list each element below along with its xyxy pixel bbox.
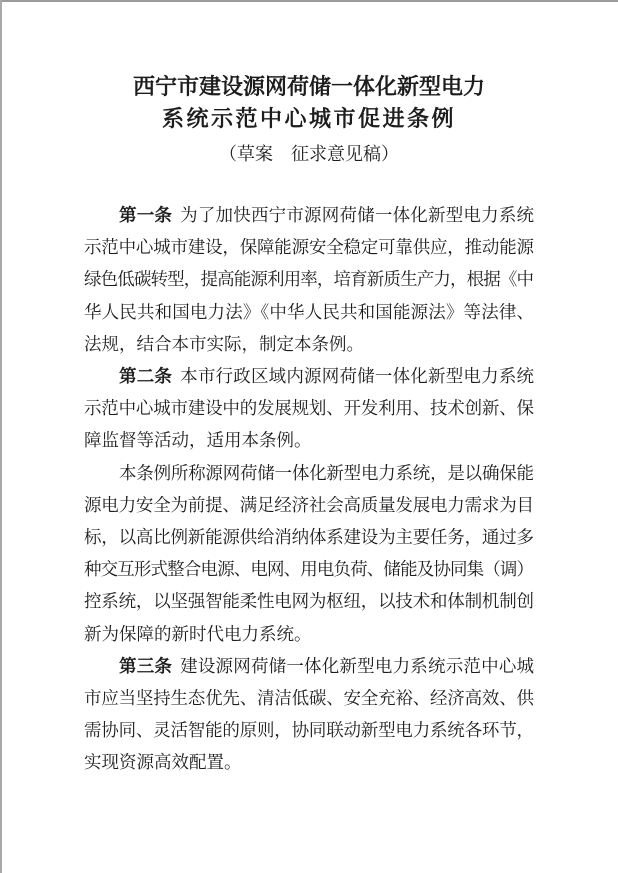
body-line-text: 建设源网荷储一体化新型电力系统示范中心城 xyxy=(180,655,535,676)
body-line xyxy=(84,199,534,231)
body-line-text: 控系统，以坚强智能柔性电网为枢纽，以技术和体制机制创 xyxy=(84,591,534,612)
body-line-text: 示范中心城市建设中的发展规划、开发利用、技术创新、保 xyxy=(84,398,534,419)
body-line-text: 实现资源高效配置。 xyxy=(84,752,242,773)
body-line xyxy=(84,746,534,778)
document-title-line-2: 系统示范中心城市促进条例 xyxy=(161,106,456,131)
body-line-content xyxy=(84,688,534,708)
body-line xyxy=(84,650,534,682)
body-line xyxy=(84,231,534,263)
scan-edge-top-line xyxy=(0,0,618,2)
body-line-content xyxy=(119,205,534,225)
body-line-content xyxy=(84,624,312,644)
body-line-content xyxy=(84,269,533,289)
body-line xyxy=(84,714,534,746)
body-line-text: 本市行政区域内源网荷储一体化新型电力系统 xyxy=(180,366,535,387)
document-title xyxy=(0,71,618,135)
body-line-text: 新为保障的新时代电力系统。 xyxy=(84,623,312,644)
body-line-text: 绿色低碳转型，提高能源利用率，培育新质生产力，根据《中 xyxy=(84,269,534,290)
body-line-text: 源电力安全为前提、满足经济社会高质量发展电力需求为目 xyxy=(84,494,534,515)
body-line xyxy=(84,682,534,714)
body-line-text: 本条例所称源网荷储一体化新型电力系统，是以确保能 xyxy=(119,462,534,483)
body-line xyxy=(84,296,534,328)
body-line xyxy=(84,553,534,585)
body-line xyxy=(84,328,534,360)
body-line xyxy=(84,360,534,392)
body-line-content xyxy=(84,302,534,322)
body-line-content xyxy=(84,559,533,579)
body-line-text: 标，以高比例新能源供给消纳体系建设为主要任务，通过多 xyxy=(84,527,534,548)
body-line-content xyxy=(119,463,534,483)
body-line xyxy=(84,618,534,650)
document-title-line-1: 西宁市建设源网荷储一体化新型电力 xyxy=(132,74,485,99)
body-line-text: 示范中心城市建设，保障能源安全稳定可靠供应，推动能源 xyxy=(84,237,534,258)
body-line-content xyxy=(84,398,534,418)
body-line xyxy=(84,489,534,521)
body-line-content xyxy=(119,656,534,676)
body-line-text: 种交互形式整合电源、电网、用电负荷、储能及协同集（调） xyxy=(84,559,534,580)
article-number: 第二条 xyxy=(119,366,173,387)
body-line-text: 需协同、灵活智能的原则，协同联动新型电力系统各环节， xyxy=(84,720,534,741)
body-line-content xyxy=(119,366,534,386)
body-line-content xyxy=(84,527,534,547)
body-line xyxy=(84,424,534,456)
body-line xyxy=(84,392,534,424)
body-line-text: 市应当坚持生态优先、清洁低碳、安全充裕、经济高效、供 xyxy=(84,688,534,709)
body-line-content xyxy=(84,334,364,354)
document-body xyxy=(84,199,534,779)
body-line-content xyxy=(84,591,534,611)
body-line xyxy=(84,521,534,553)
body-line-text: 法规，结合本市实际，制定本条例。 xyxy=(84,333,364,354)
article-number: 第一条 xyxy=(119,205,173,225)
article-number: 第三条 xyxy=(119,655,173,676)
document-subtitle: （草案 征求意见稿） xyxy=(219,144,399,164)
body-line-text: 为了加快西宁市源网荷储一体化新型电力系统 xyxy=(180,205,535,225)
body-line-text: 障监督等活动，适用本条例。 xyxy=(84,430,312,451)
body-line-content xyxy=(84,495,534,515)
body-line-text: 华人民共和国电力法》《中华人民共和国能源法》等法律、 xyxy=(84,301,535,322)
body-line xyxy=(84,263,534,295)
body-line-content xyxy=(84,430,312,450)
body-line xyxy=(84,585,534,617)
body-line-content xyxy=(84,237,534,257)
body-line-content xyxy=(84,752,242,772)
body-line xyxy=(84,457,534,489)
body-line-content xyxy=(84,720,534,740)
